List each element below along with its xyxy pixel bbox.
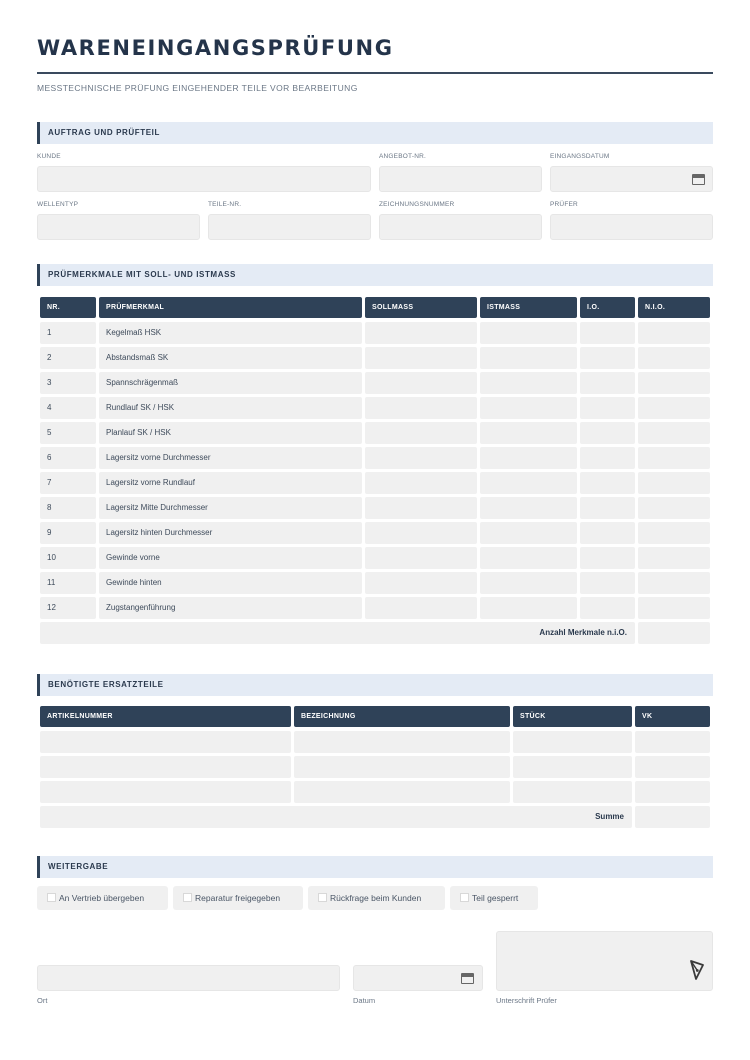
vk-input[interactable] [635,731,710,753]
kunde-label: KUNDE [37,153,61,160]
merkmal-merkmal-cell: Lagersitz vorne Durchmesser [99,447,362,469]
ort-field[interactable] [37,965,340,991]
merkmal-nr-cell: 11 [40,572,96,594]
kunde-field[interactable] [37,166,371,192]
section-merkmale [37,264,713,286]
istmass-input[interactable] [480,522,577,544]
merkmal-nr-cell: 6 [40,447,96,469]
merkmal-merkmal-cell: Planlauf SK / HSK [99,422,362,444]
datum-field[interactable] [353,965,483,991]
vk-input[interactable] [635,756,710,778]
sollmass-input[interactable] [365,397,477,419]
nio-input[interactable] [638,397,710,419]
nio-input[interactable] [638,347,710,369]
io-input[interactable] [580,597,635,619]
io-input[interactable] [580,397,635,419]
ort-label: Ort [37,996,48,1005]
zeichnung-field[interactable] [379,214,542,240]
istmass-input[interactable] [480,497,577,519]
angebot-field[interactable] [379,166,542,192]
zeichnung-value [380,215,541,222]
section-title-merkmale: PRÜFMERKMALE MIT SOLL- UND ISTMASS [48,270,236,279]
pen-signature-icon [689,959,705,981]
istmass-input[interactable] [480,347,577,369]
merkmal-merkmal-cell: Lagersitz Mitte Durchmesser [99,497,362,519]
io-input[interactable] [580,572,635,594]
sollmass-input[interactable] [365,597,477,619]
merkmal-nr-cell: 9 [40,522,96,544]
vk-input[interactable] [635,781,710,803]
merkmal-merkmal-cell: Rundlauf SK / HSK [99,397,362,419]
section-title-ersatzteile: BENÖTIGTE ERSATZTEILE [48,680,164,689]
eingangsdatum-label: EINGANGSDATUM [550,153,610,160]
column-header-vk: VK [635,706,710,727]
section-title-weitergabe: WEITERGABE [48,862,109,871]
merkmal-nr-cell: 8 [40,497,96,519]
checkbox-gesperrt[interactable] [450,886,538,910]
section-auftrag [37,122,713,144]
merkmal-merkmal-cell: Kegelmaß HSK [99,322,362,344]
nio-total-input[interactable] [638,622,710,644]
summe-input[interactable] [635,806,710,828]
io-input[interactable] [580,322,635,344]
calendar-icon[interactable] [692,174,705,185]
nio-input[interactable] [638,472,710,494]
nio-input[interactable] [638,522,710,544]
merkmal-nr-cell: 1 [40,322,96,344]
sollmass-input[interactable] [365,547,477,569]
summe-label: Summe [40,806,632,828]
nio-total-label: Anzahl Merkmale n.i.O. [40,622,635,644]
wellentyp-field[interactable] [37,214,200,240]
istmass-input[interactable] [480,597,577,619]
merkmal-nr-cell: 10 [40,547,96,569]
sollmass-input[interactable] [365,422,477,444]
sollmass-input[interactable] [365,347,477,369]
signature-field[interactable] [496,931,713,991]
checkbox-label: Reparatur freigegeben [195,893,281,903]
merkmal-merkmal-cell: Abstandsmaß SK [99,347,362,369]
artikelnummer-input[interactable] [40,731,291,753]
column-header-stueck: STÜCK [513,706,632,727]
column-header-bezeichnung: BEZEICHNUNG [294,706,510,727]
merkmal-nr-cell: 12 [40,597,96,619]
eingangsdatum-value [551,167,712,174]
merkmal-merkmal-cell: Gewinde vorne [99,547,362,569]
checkbox-rueckfrage[interactable] [308,886,445,910]
teilenr-label: TEILE-NR. [208,201,242,208]
merkmal-nr-cell: 7 [40,472,96,494]
bezeichnung-input[interactable] [294,781,510,803]
angebot-label: ANGEBOT-NR. [379,153,426,160]
artikelnummer-input[interactable] [40,756,291,778]
istmass-input[interactable] [480,447,577,469]
stueck-input[interactable] [513,731,632,753]
stueck-input[interactable] [513,756,632,778]
bezeichnung-input[interactable] [294,731,510,753]
merkmal-merkmal-cell: Lagersitz hinten Durchmesser [99,522,362,544]
istmass-input[interactable] [480,572,577,594]
wellentyp-label: WELLENTYP [37,201,79,208]
section-title-auftrag: AUFTRAG UND PRÜFTEIL [48,128,160,137]
calendar-icon[interactable] [461,973,474,984]
merkmal-merkmal-cell: Zugstangenführung [99,597,362,619]
nio-input[interactable] [638,322,710,344]
io-input[interactable] [580,372,635,394]
checkbox-label: Teil gesperrt [472,893,519,903]
sollmass-input[interactable] [365,322,477,344]
title-divider [37,72,713,74]
nio-input[interactable] [638,597,710,619]
merkmal-merkmal-cell: Gewinde hinten [99,572,362,594]
angebot-value [380,167,541,174]
sollmass-input[interactable] [365,447,477,469]
page-subtitle: MESSTECHNISCHE PRÜFUNG EINGEHENDER TEILE VOR BEARBEITUNG [37,83,358,93]
nio-input[interactable] [638,572,710,594]
checkbox-label: An Vertrieb übergeben [59,893,145,903]
column-header-merkmal: PRÜFMERKMAL [99,297,362,318]
io-input[interactable] [580,347,635,369]
io-input[interactable] [580,547,635,569]
merkmal-nr-cell: 2 [40,347,96,369]
column-header-nio: N.I.O. [638,297,710,318]
nio-input[interactable] [638,447,710,469]
merkmal-nr-cell: 3 [40,372,96,394]
column-header-nr: NR. [40,297,96,318]
column-header-io: I.O. [580,297,635,318]
zeichnung-label: ZEICHNUNGSNUMMER [379,201,455,208]
istmass-input[interactable] [480,422,577,444]
section-ersatzteile [37,674,713,696]
column-header-sollmass: SOLLMASS [365,297,477,318]
column-header-istmass: ISTMASS [480,297,577,318]
page-title: WARENEINGANGSPRÜFUNG [37,36,394,60]
istmass-input[interactable] [480,547,577,569]
checkbox-label: Rückfrage beim Kunden [330,893,422,903]
istmass-input[interactable] [480,372,577,394]
wellentyp-value [38,215,199,222]
io-input[interactable] [580,472,635,494]
io-input[interactable] [580,447,635,469]
merkmal-nr-cell: 4 [40,397,96,419]
nio-input[interactable] [638,547,710,569]
artikelnummer-input[interactable] [40,781,291,803]
checkbox-vertrieb[interactable] [37,886,168,910]
istmass-input[interactable] [480,397,577,419]
sollmass-input[interactable] [365,472,477,494]
io-input[interactable] [580,422,635,444]
nio-input[interactable] [638,497,710,519]
nio-input[interactable] [638,422,710,444]
checkbox-box[interactable] [47,893,56,902]
column-header-artikelnummer: ARTIKELNUMMER [40,706,291,727]
section-weitergabe [37,856,713,878]
pruefer-label: PRÜFER [550,201,578,208]
datum-label: Datum [353,996,376,1005]
checkbox-reparatur[interactable] [173,886,303,910]
sollmass-input[interactable] [365,497,477,519]
io-input[interactable] [580,497,635,519]
sollmass-input[interactable] [365,372,477,394]
merkmal-merkmal-cell: Lagersitz vorne Rundlauf [99,472,362,494]
kunde-value [38,167,370,174]
checkbox-box[interactable] [460,893,469,902]
istmass-input[interactable] [480,472,577,494]
merkmal-nr-cell: 5 [40,422,96,444]
unterschrift-label: Unterschrift Prüfer [496,996,557,1005]
teilenr-value [209,215,370,222]
sollmass-input[interactable] [365,522,477,544]
stueck-input[interactable] [513,781,632,803]
nio-input[interactable] [638,372,710,394]
pruefer-value [551,215,712,222]
merkmal-merkmal-cell: Spannschrägenmaß [99,372,362,394]
checkbox-box[interactable] [318,893,327,902]
istmass-input[interactable] [480,322,577,344]
pruefer-field[interactable] [550,214,713,240]
sollmass-input[interactable] [365,572,477,594]
io-input[interactable] [580,522,635,544]
teilenr-field[interactable] [208,214,371,240]
eingangsdatum-field[interactable] [550,166,713,192]
bezeichnung-input[interactable] [294,756,510,778]
checkbox-box[interactable] [183,893,192,902]
